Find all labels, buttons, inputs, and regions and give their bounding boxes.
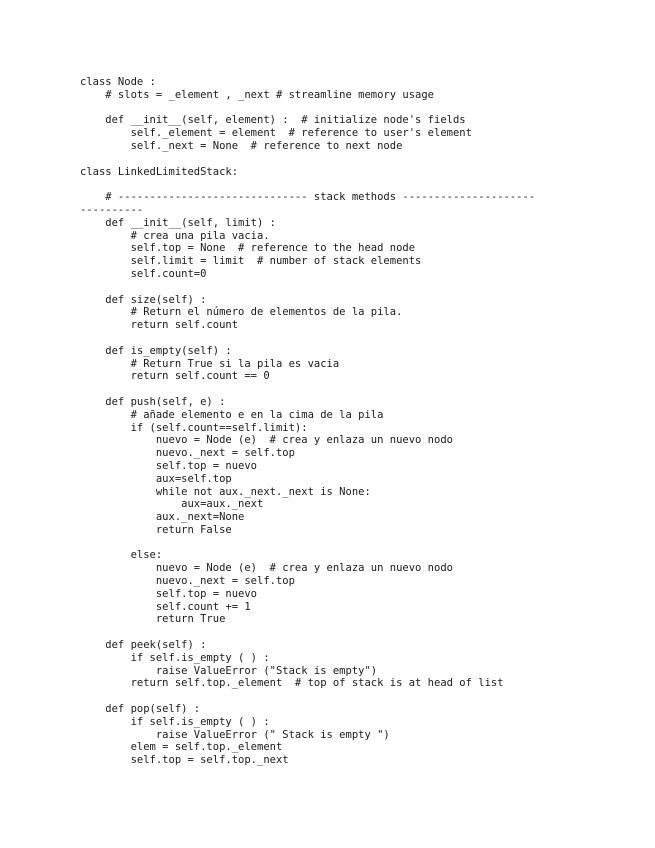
code-line: class Node : — [80, 76, 156, 88]
code-line: # ------------------------------ stack methods --------------------- — [80, 191, 536, 204]
code-line: def pop(self) : — [80, 703, 201, 716]
code-line: def __init__(self, element) : # initialize node's fields — [80, 114, 466, 127]
code-line: self.top = nuevo — [80, 587, 258, 600]
code-line: nuevo = Node (e) # crea y enlaza un nuevo nodo — [80, 434, 453, 447]
code-line: def __init__(self, limit) : — [80, 216, 276, 229]
code-line: def is_empty(self) : — [80, 344, 232, 357]
code-line: self._element = element # reference to user's element — [80, 127, 472, 140]
code-line: # crea una pila vacia. — [80, 229, 270, 242]
code-line: nuevo._next = self.top — [80, 575, 295, 588]
code-line: def size(self) : — [80, 293, 207, 306]
code-line: if self.is_empty ( ) : — [80, 715, 270, 728]
code-line: nuevo._next = self.top — [80, 447, 295, 460]
code-line: aux=self.top — [80, 472, 232, 485]
code-line — [80, 281, 535, 294]
code-line: self._next = None # reference to next node — [80, 139, 403, 152]
code-line — [80, 178, 535, 191]
code-line: while not aux._next._next is None: — [80, 485, 371, 498]
code-line: if (self.count==self.limit): — [80, 421, 308, 434]
code-line: aux._next=None — [80, 511, 245, 524]
code-line: class LinkedLimitedStack: — [80, 165, 239, 178]
code-line: aux=aux._next — [80, 498, 264, 511]
code-line: elem = self.top._element — [80, 741, 283, 754]
code-line — [80, 383, 535, 396]
code-line: # Return el número de elementos de la pila. — [80, 306, 403, 319]
code-line — [80, 153, 535, 166]
code-line: return self.count — [80, 319, 239, 332]
code-line: return False — [80, 523, 232, 536]
code-line: raise ValueError (" Stack is empty ") — [80, 728, 390, 741]
code-line: nuevo = Node (e) # crea y enlaza un nuevo nodo — [80, 562, 453, 575]
code-line: self.top = None # reference to the head node — [80, 242, 416, 255]
code-line: def push(self, e) : — [80, 395, 226, 408]
code-line: self.count=0 — [80, 267, 207, 280]
code-line: self.top = nuevo — [80, 459, 258, 472]
code-line: # slots = _element , _next # streamline memory usage — [80, 88, 435, 101]
code-line: return True — [80, 613, 226, 626]
code-line: else: — [80, 549, 163, 562]
code-line: # Return True si la pila es vacia — [80, 357, 340, 370]
code-line: ---------- — [80, 203, 144, 216]
code-line — [80, 332, 535, 345]
code-line: # añade elemento e en la cima de la pila — [80, 408, 384, 421]
code-line: return self.top._element # top of stack is at head of list — [80, 677, 504, 690]
code-line: def peek(self) : — [80, 639, 207, 652]
code-line — [80, 102, 535, 115]
code-line — [80, 690, 535, 703]
code-line — [80, 626, 535, 639]
code-line: self.top = self.top._next — [80, 754, 289, 767]
code-line: if self.is_empty ( ) : — [80, 651, 270, 664]
code-line: raise ValueError ("Stack is empty") — [80, 664, 378, 677]
code-line — [80, 537, 535, 550]
code-line: return self.count == 0 — [80, 370, 270, 383]
code-line: self.count += 1 — [80, 600, 251, 613]
code-line: self.limit = limit # number of stack elements — [80, 255, 422, 268]
code-listing — [80, 76, 535, 767]
